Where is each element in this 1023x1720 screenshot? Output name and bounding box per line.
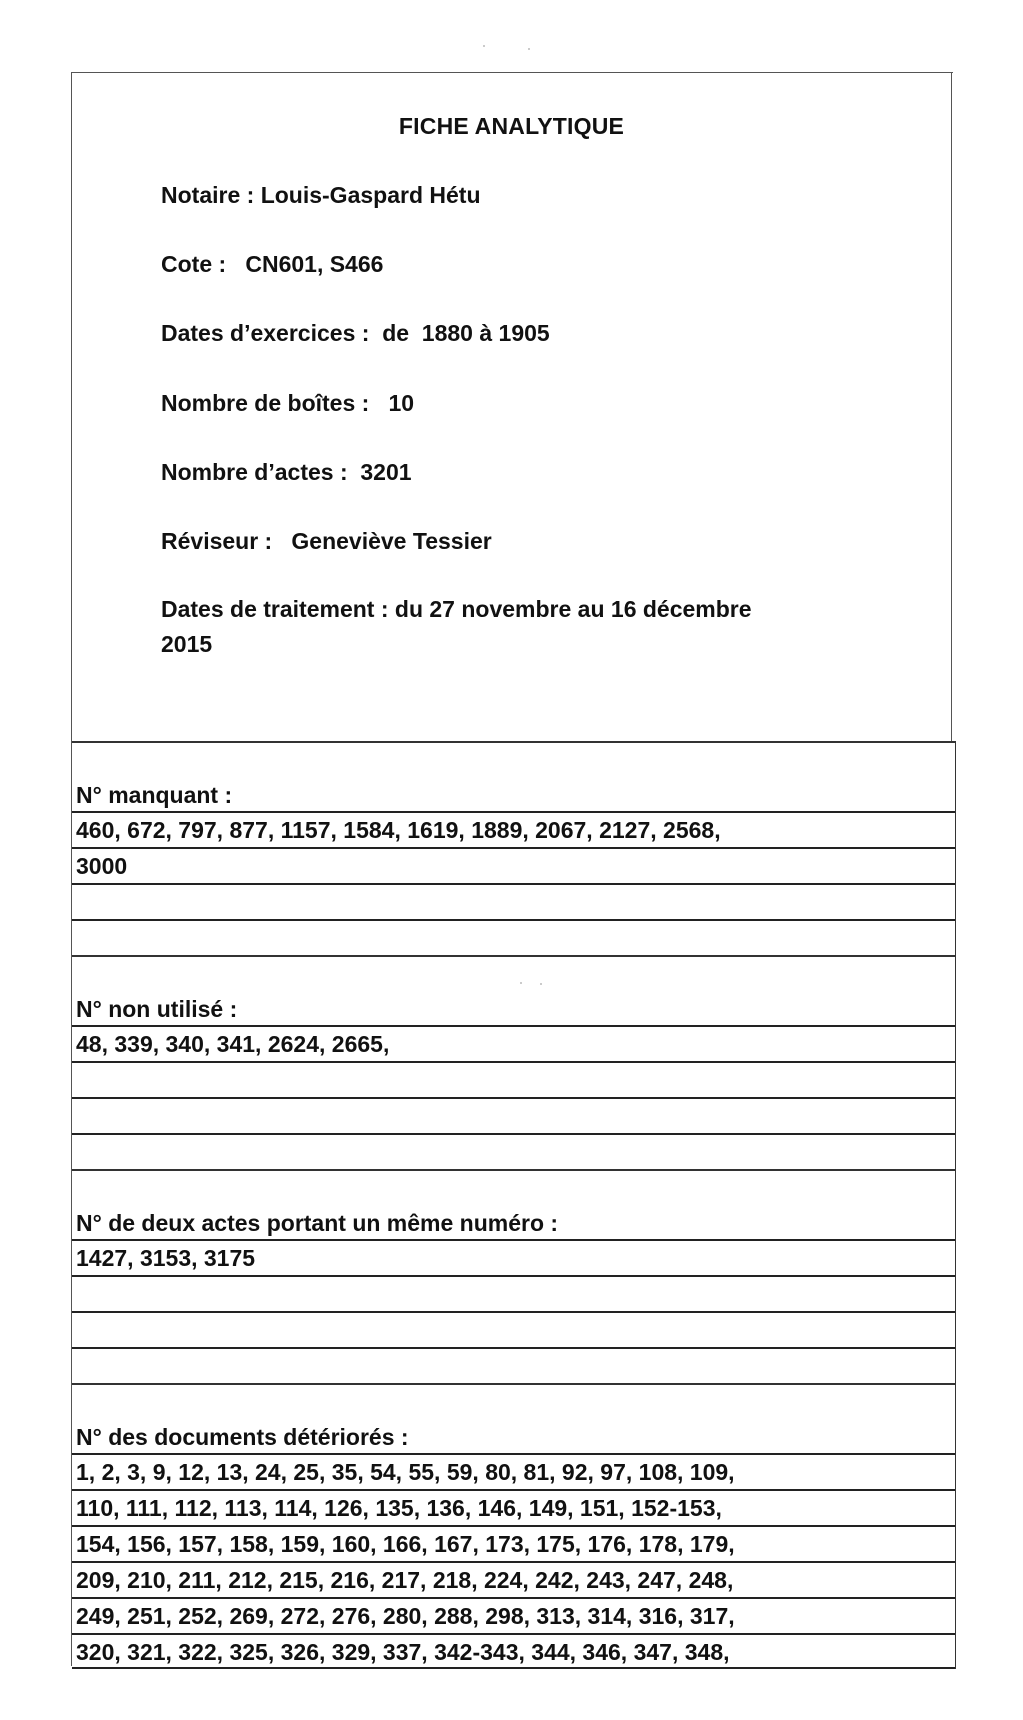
table-row: 110, 111, 112, 113, 114, 126, 135, 136, 146, 149, 151, 152-153, — [72, 1489, 955, 1525]
field-label: Dates d’exercices : — [161, 320, 383, 346]
scan-speck — [520, 982, 522, 984]
field-value: 3201 — [360, 459, 412, 485]
table-row — [72, 883, 955, 919]
table-row: 154, 156, 157, 158, 159, 160, 166, 167, 173, 175, 176, 178, 179, — [72, 1525, 955, 1561]
table-row — [72, 1133, 955, 1169]
field-label: Dates de traitement : — [161, 596, 395, 622]
field-label: Cote : — [161, 251, 246, 277]
table-row — [72, 1097, 955, 1133]
field-label: Réviseur : — [161, 528, 292, 554]
field-dates-traitement — [161, 596, 752, 623]
section-header-non-utilise: N° non utilisé : — [72, 955, 955, 1025]
scan-speck — [528, 48, 530, 50]
table-row: 1427, 3153, 3175 — [72, 1239, 955, 1275]
header-box — [72, 73, 952, 741]
field-value: Louis-Gaspard Hétu — [260, 182, 481, 208]
field-value: 10 — [388, 390, 415, 416]
table-row: 209, 210, 211, 212, 215, 216, 217, 218, 224, 242, 243, 247, 248, — [72, 1561, 955, 1597]
field-cote — [161, 251, 383, 278]
table-row: 3000 — [72, 847, 955, 883]
table-row — [72, 919, 955, 955]
section-header-deteriores: N° des documents détériorés : — [72, 1383, 955, 1453]
field-value: Geneviève Tessier — [291, 528, 492, 554]
field-value: du 27 novembre au 16 décembre — [394, 596, 752, 622]
table-row: 460, 672, 797, 877, 1157, 1584, 1619, 1889, 2067, 2127, 2568, — [72, 811, 955, 847]
field-dates-exercices — [161, 320, 550, 347]
table-row — [72, 1311, 955, 1347]
page-title: FICHE ANALYTIQUE — [398, 113, 625, 139]
scan-speck — [540, 983, 542, 985]
numbers-table — [72, 741, 956, 1669]
scan-speck — [483, 45, 485, 47]
table-row: 1, 2, 3, 9, 12, 13, 24, 25, 35, 54, 55, 59, 80, 81, 92, 97, 108, 109, — [72, 1453, 955, 1489]
field-nombre-boites — [161, 390, 414, 417]
table-row: 48, 339, 340, 341, 2624, 2665, — [72, 1025, 955, 1061]
analytic-sheet — [71, 72, 953, 1666]
field-notaire — [161, 182, 481, 209]
field-value: de 1880 à 1905 — [382, 320, 550, 346]
section-header-manquant: N° manquant : — [72, 741, 955, 811]
field-nombre-actes — [161, 459, 412, 486]
field-value: CN601, S466 — [245, 251, 384, 277]
field-dates-traitement-year: 2015 — [161, 631, 213, 657]
table-row: 320, 321, 322, 325, 326, 329, 337, 342-343, 344, 346, 347, 348, — [72, 1633, 955, 1669]
field-label: Nombre de boîtes : — [161, 390, 389, 416]
field-label: Notaire : — [161, 182, 261, 208]
field-reviseur — [161, 528, 492, 555]
table-row: 249, 251, 252, 269, 272, 276, 280, 288, 298, 313, 314, 316, 317, — [72, 1597, 955, 1633]
table-row — [72, 1061, 955, 1097]
table-row — [72, 1347, 955, 1383]
section-header-meme-numero: N° de deux actes portant un même numéro : — [72, 1169, 955, 1239]
table-row — [72, 1275, 955, 1311]
field-label: Nombre d’actes : — [161, 459, 361, 485]
